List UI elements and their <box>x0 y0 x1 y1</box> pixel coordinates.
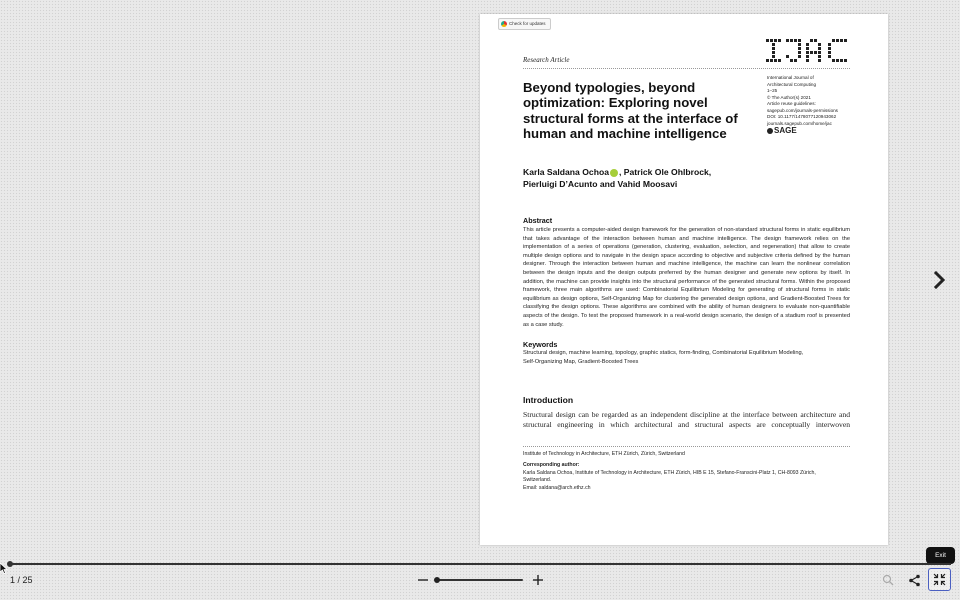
intro-line: Structural design can be regarded as an independent discipline at the interface between architecture and <box>523 410 850 419</box>
mouse-cursor-icon <box>0 563 8 574</box>
author-name: Karla Saldana Ochoa <box>523 167 609 177</box>
journal-info <box>767 75 867 135</box>
check-for-updates-label: Check for updates <box>509 21 546 26</box>
keywords-text <box>523 349 850 367</box>
publisher-name: SAGE <box>774 126 797 135</box>
authors <box>523 167 763 190</box>
search-icon <box>884 576 894 586</box>
corresponding-email: Email: saldana@arch.ethz.ch <box>523 484 591 491</box>
journal-info-line: 1–25 <box>767 88 778 93</box>
check-for-updates-badge[interactable] <box>498 18 551 30</box>
next-page-button[interactable] <box>928 268 952 292</box>
corresponding-line: Switzerland. <box>523 477 552 484</box>
introduction-heading: Introduction <box>523 395 574 405</box>
journal-info-line: Article reuse guidelines: <box>767 101 816 106</box>
intro-line: structural engineering in which architectural and structural aspects are conceptually interwoven <box>523 420 850 429</box>
share-icon <box>909 575 920 587</box>
page-indicator: 1 / 25 <box>10 575 33 585</box>
paper-title: Beyond typologies, beyond optimization: Exploring novel structural forms at the interface of human and machine intelligence <box>523 80 738 142</box>
share-button[interactable] <box>908 574 921 587</box>
footnotes <box>523 451 850 492</box>
orcid-icon[interactable] <box>610 169 618 177</box>
journal-logo <box>766 39 850 63</box>
search-button[interactable] <box>882 574 894 586</box>
author-names: Pierluigi D’Acunto and Vahid Moosavi <box>523 178 678 189</box>
exit-tooltip: Exit <box>926 547 955 564</box>
journal-info-line: sagepub.com/journals-permissions <box>767 107 838 113</box>
plus-icon <box>533 575 543 585</box>
keywords-line: Self-Organizing Map, Gradient-Boosted Trees <box>523 359 639 365</box>
journal-info-line: journals.sagepub.com/home/jac <box>767 120 832 126</box>
sage-mark-icon <box>767 128 773 134</box>
journal-info-line: Architectural Computing <box>767 81 817 87</box>
abstract-heading: Abstract <box>523 216 553 225</box>
abstract-text: This article presents a computer-aided design framework for the generation of non-standard structural forms in static equilibrium that takes advantage of the interaction between human and machine intelligence. The design framework relies on the implementation of a series of operations (generation, clustering, evaluation, selection, and regeneration) that allow to create multiple design options and to navigate in the design space according to objective and subjective criteria defined by the human designer. Through the interaction between human and machine intelligence, the machine can learn the nonlinear correlation between the design inputs and the design outputs preferred by the human designer and generate new options by itself. In addition, the machine can provide insights into the structural performance of the generated structural forms. Within the proposed framework, three main algorithms are used: Combinatorial Equilibrium Modeling for generating of structural forms in static equilibrium as design options, Self-Organizing Map for clustering the generated design options, and Gradient-Boosted Trees for classifying the design options. These algorithms are combined with the ability of human designers to evaluate non-quantifiable aspects of the design. To test the proposed framework in a real-world design scenario, the design of a stadium roof is presented as a case study. <box>523 227 850 328</box>
author-names: , Patrick Ole Ohlbrock, <box>618 167 712 177</box>
zoom-slider-handle[interactable] <box>434 577 440 583</box>
article-type: Research Article <box>523 56 570 64</box>
exit-fullscreen-button[interactable] <box>928 568 951 591</box>
header-divider <box>523 68 850 69</box>
introduction-text <box>523 410 850 430</box>
publisher-logo <box>767 128 867 135</box>
chevron-right-icon <box>933 271 947 289</box>
journal-info-line: International Journal of <box>767 75 814 80</box>
exit-fullscreen-icon <box>933 573 946 586</box>
crossmark-icon <box>501 21 507 27</box>
zoom-out-button[interactable] <box>417 574 429 586</box>
corresponding-heading: Corresponding author: <box>523 462 580 469</box>
keywords-heading: Keywords <box>523 340 558 349</box>
footnote-divider <box>523 446 850 447</box>
zoom-in-button[interactable] <box>532 574 544 586</box>
page-progress-track[interactable] <box>9 563 951 565</box>
journal-info-line: © The Author(s) 2021 <box>767 94 811 100</box>
zoom-slider-track[interactable] <box>437 579 523 581</box>
pdf-page <box>480 14 888 545</box>
keywords-line: Structural design, machine learning, topology, graphic statics, form-finding, Combinatorial Equilibrium Modeling, <box>523 350 804 356</box>
corresponding-line: Karla Saldana Ochoa, Institute of Technology in Architecture, ETH Zürich, HIB E 15, Stefano-Franscini-Platz 1, CH-8093 Zürich, <box>523 469 816 476</box>
affiliation: Institute of Technology in Architecture, ETH Zürich, Zürich, Switzerland <box>523 451 685 457</box>
journal-info-line: DOI: 10.1177/1478077120943062 <box>767 114 837 119</box>
